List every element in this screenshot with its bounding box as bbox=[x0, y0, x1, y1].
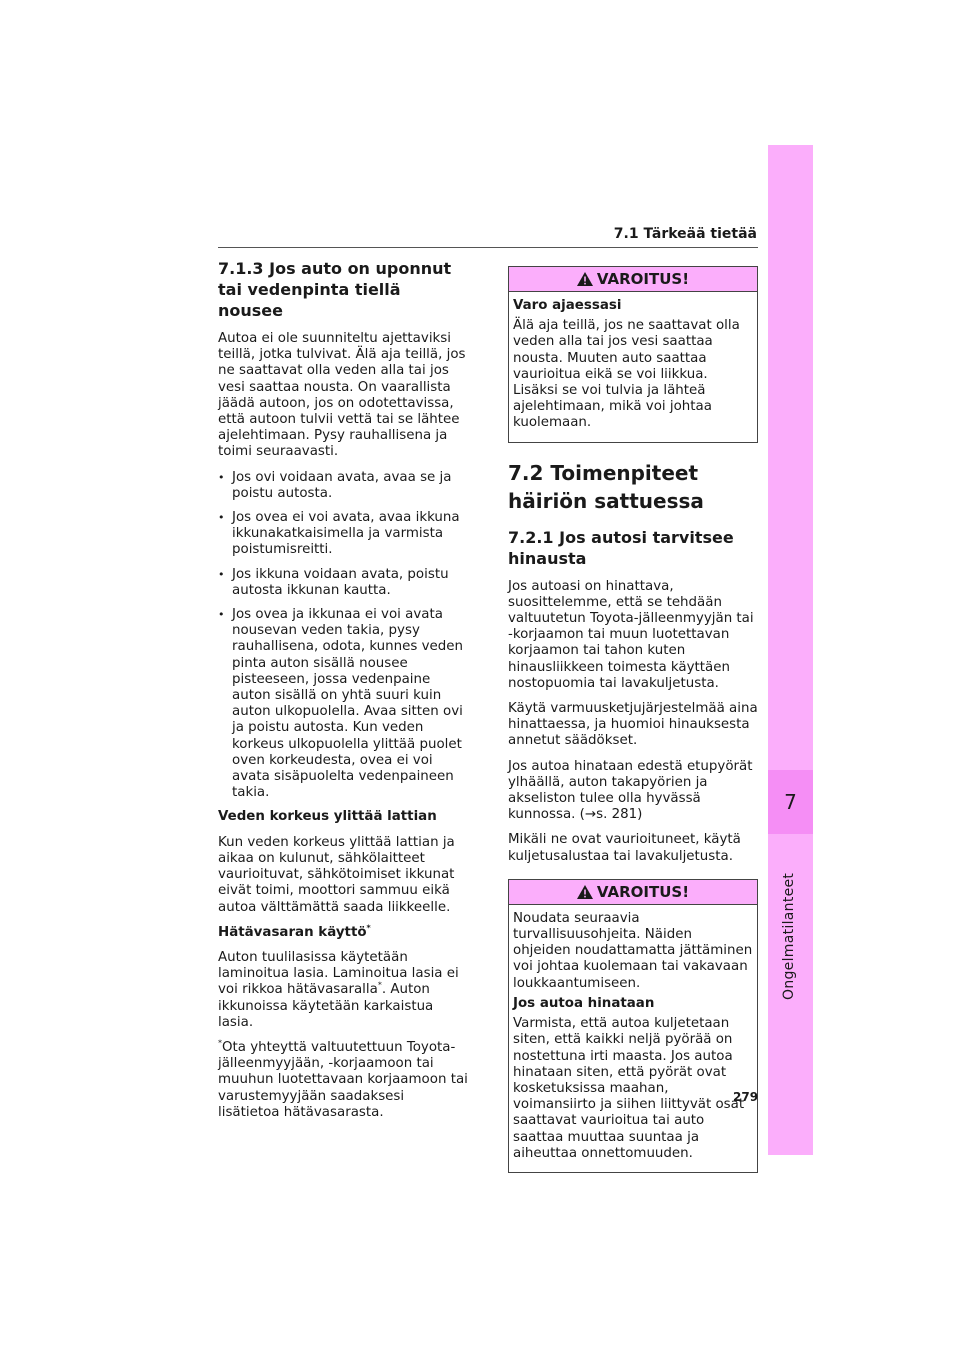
right-column bbox=[508, 266, 758, 1181]
asterisk-mark: * bbox=[377, 980, 382, 990]
chapter-label bbox=[768, 845, 813, 1005]
running-head: 7.1 Tärkeää tietää bbox=[613, 226, 757, 242]
warning-body bbox=[509, 292, 757, 442]
warning-text: Varmista, että autoa kuljetetaan siten, että kaikki neljä pyörää on nostettuna irti maasta. Jos autoa hinataan siten, että pyörät ovat kosketuksissa maahan, voimansiirto ja siihen liittyvät osat saattavat vaurioitua tai auto saattaa muuttaa suuntaa ja aiheuttaa onnettomuuden. bbox=[513, 1016, 745, 1161]
bullet-list bbox=[218, 470, 468, 802]
warning-subtitle: Jos autoa hinataan bbox=[513, 995, 655, 1011]
subheading-water-level: Veden korkeus ylittää lattian bbox=[218, 809, 437, 825]
warning-icon bbox=[577, 272, 593, 286]
hammer-text-b: . Auton ikkunoissa käytetään karkaistua lasia. bbox=[218, 982, 434, 1030]
asterisk-mark: * bbox=[218, 1038, 222, 1048]
page-number: 279 bbox=[733, 1090, 759, 1104]
left-column bbox=[218, 258, 468, 1130]
warning-text: Noudata seuraavia turvallisuusohjeita. Näiden ohjeiden noudattamatta jättäminen voi johtaa kuolemaan tai vakavaan loukkaantumiseen. bbox=[513, 910, 753, 991]
subheading-text: Hätävasaran käyttö bbox=[218, 924, 367, 940]
warning-body bbox=[509, 905, 757, 1172]
warning-header bbox=[509, 880, 757, 905]
chapter-title: Ongelmatilanteet bbox=[781, 872, 797, 1000]
warning-box-driving bbox=[508, 266, 758, 443]
list-item: • Jos ovea ja ikkunaa ei voi avata nousevan veden takia, pysy rauhallisena, odota, kunnes veden pinta auton sisällä nousee pisteeseen, jossa vedenpaine auton sisällä on yhtä suuri kuin auton ulkopuolella. Avaa sitten ovi ja poistu autosta. Kun veden korkeus ulkopuolella ylittää puolet oven korkeudesta, ovea ei voi avata sisäpuolelta vedenpaineen takia. bbox=[218, 607, 468, 801]
hammer-paragraph bbox=[218, 950, 468, 1031]
hammer-text-a: Auton tuulilasissa käytetään laminoitua lasia. Laminoitua lasia ei voi rikkoa hätävasaralla bbox=[218, 949, 459, 998]
chapter-side-tab bbox=[768, 145, 813, 1155]
section-heading-7-2: 7.2 Toimenpiteet häiriön sattuessa bbox=[508, 460, 704, 513]
warning-title: VAROITUS! bbox=[596, 269, 690, 288]
chapter-number: 7 bbox=[768, 770, 813, 834]
list-item: • Jos ovea ei voi avata, avaa ikkuna ikkunakatkaisimella ja varmista poistumisreitti. bbox=[218, 510, 468, 559]
warning-text: Älä aja teillä, jos ne saattavat olla veden alla tai jos vesi saattaa nousta. Muuten auto saattaa vaurioitua eikä se voi liikkua. Lisäksi se voi tulvia ja lähteä ajelehtimaan, mikä voi johtaa kuolemaan. bbox=[513, 318, 740, 431]
subheading-emergency-hammer bbox=[218, 925, 468, 941]
warning-header bbox=[509, 267, 757, 292]
footnote-text: Ota yhteyttä valtuutettuun Toyota-jälleenmyyjään, -korjaamoon tai muuhun luotettavaan korjaamoon tai varustemyyjään saadaksesi lisätietoa hätävasarasta. bbox=[218, 1039, 468, 1120]
section-heading-7-2-1: 7.2.1 Jos autosi tarvitsee hinausta bbox=[508, 527, 734, 568]
towing-paragraph-1: Jos autoasi on hinattava, suosittelemme, että se tehdään valtuutetun Toyota-jälleenmyyjän tai -korjaamon tai muun luotettavan korjaamon tai tahon kuten hinausliikkeen toimesta käyttäen nostopuomia tai lavakuljetusta. bbox=[508, 578, 754, 691]
section-heading-7-1-3: 7.1.3 Jos auto on uponnut tai vedenpinta tiellä nousee bbox=[218, 259, 452, 320]
warning-subtitle: Varo ajaessasi bbox=[513, 298, 622, 313]
warning-title: VAROITUS! bbox=[596, 882, 690, 901]
warning-icon bbox=[577, 885, 593, 899]
towing-paragraph-3: Jos autoa hinataan edestä etupyörät ylhäällä, auton takapyörien ja akseliston tulee olla hyvässä kunnossa. (→s. 281) bbox=[508, 758, 753, 823]
water-level-paragraph: Kun veden korkeus ylittää lattian ja aikaa on kulunut, sähkölaitteet vaurioituvat, sähkötoimiset ikkunat eivät toimi, moottori sammuu eikä autoa välttämättä saada liikkeelle. bbox=[218, 834, 455, 915]
towing-paragraph-4: Mikäli ne ovat vaurioituneet, käytä kuljetusalustaa tai lavakuljetusta. bbox=[508, 832, 741, 864]
towing-paragraph-2: Käytä varmuusketjujärjestelmää aina hinattaessa, ja huomioi hinauksesta annetut säädökset. bbox=[508, 701, 758, 749]
list-item: • Jos ikkuna voidaan avata, poistu autosta ikkunan kautta. bbox=[218, 567, 468, 599]
list-item: • Jos ovi voidaan avata, avaa se ja poistu autosta. bbox=[218, 470, 468, 502]
asterisk-mark: * bbox=[366, 923, 371, 933]
header-rule bbox=[218, 247, 758, 248]
footnote bbox=[218, 1040, 468, 1121]
intro-paragraph: Autoa ei ole suunniteltu ajettaviksi teillä, jotka tulvivat. Älä aja teillä, jos ne saattavat olla veden alla tai jos vesi saattaa nousta. On vaarallista jäädä autoon, jos on odotettavissa, että autoon tulvii vettä tai se lähtee ajelehtimaan. Pysy rauhallisena ja toimi seuraavasti. bbox=[218, 331, 466, 460]
warning-box-towing bbox=[508, 879, 758, 1173]
